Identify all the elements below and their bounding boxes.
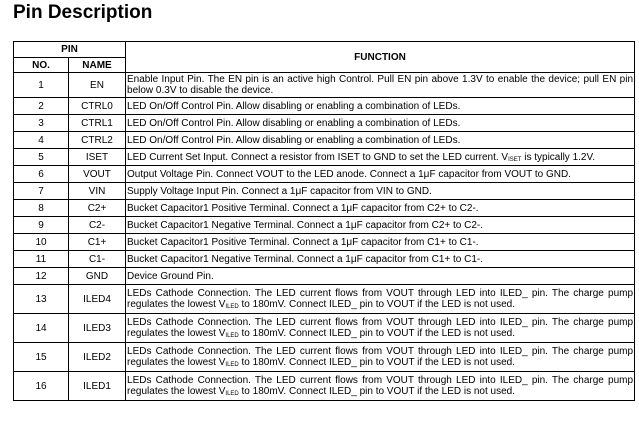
table-row bbox=[14, 217, 635, 234]
function-text: LED Current Set Input. Connect a resistor from ISET to GND to set the LED current. V bbox=[127, 151, 509, 163]
pin-function: LED On/Off Control Pin. Allow disabling or enabling a combination of LEDs. bbox=[126, 98, 635, 115]
function-text: LEDs Cathode Connection. The LED current flows from VOUT through LED into ILED_ pin. The charge pump regulates the lowest V bbox=[127, 375, 634, 397]
table-row bbox=[14, 268, 635, 285]
pin-function bbox=[126, 343, 635, 372]
pin-function: Device Ground Pin. bbox=[126, 268, 635, 285]
pin-name: ISET bbox=[69, 149, 126, 166]
function-text: LEDs Cathode Connection. The LED current flows from VOUT through LED into ILED_ pin. The charge pump regulates the lowest V bbox=[127, 317, 634, 339]
pin-name: VIN bbox=[69, 183, 126, 200]
pin-function bbox=[126, 149, 635, 166]
pin-name: CTRL1 bbox=[69, 115, 126, 132]
pin-name: GND bbox=[69, 268, 126, 285]
pin-function bbox=[126, 372, 635, 401]
pin-name: EN bbox=[69, 73, 126, 98]
table-row bbox=[14, 98, 635, 115]
pin-number: 4 bbox=[14, 132, 69, 149]
pin-description-table bbox=[13, 41, 635, 401]
header-pin: PIN bbox=[14, 42, 126, 58]
function-text: to 180mV. Connect ILED_ pin to VOUT if the LED is not used. bbox=[238, 299, 516, 310]
function-subscript: ISET bbox=[508, 156, 522, 163]
function-text: is typically 1.2V. bbox=[521, 151, 596, 163]
pin-name: ILED2 bbox=[69, 343, 126, 372]
pin-function bbox=[126, 285, 635, 314]
pin-number: 15 bbox=[14, 343, 69, 372]
pin-name: C2- bbox=[69, 217, 126, 234]
pin-number: 16 bbox=[14, 372, 69, 401]
page-title: Pin Description bbox=[13, 2, 153, 23]
function-text: to 180mV. Connect ILED_ pin to VOUT if the LED is not used. bbox=[238, 328, 516, 339]
table-row bbox=[14, 149, 635, 166]
table-row bbox=[14, 115, 635, 132]
table-row bbox=[14, 200, 635, 217]
function-text: to 180mV. Connect ILED_ pin to VOUT if the LED is not used. bbox=[238, 386, 516, 397]
pin-name: ILED3 bbox=[69, 314, 126, 343]
function-text: LEDs Cathode Connection. The LED current flows from VOUT through LED into ILED_ pin. The charge pump regulates the lowest V bbox=[127, 346, 634, 368]
header-name: NAME bbox=[69, 58, 126, 73]
header-no: NO. bbox=[14, 58, 69, 73]
pin-number: 12 bbox=[14, 268, 69, 285]
pin-number: 3 bbox=[14, 115, 69, 132]
pin-function: Supply Voltage Input Pin. Connect a 1μF capacitor from VIN to GND. bbox=[126, 183, 635, 200]
pin-name: CTRL0 bbox=[69, 98, 126, 115]
table-row bbox=[14, 73, 635, 98]
function-text: LEDs Cathode Connection. The LED current flows from VOUT through LED into ILED_ pin. The charge pump regulates the lowest V bbox=[127, 288, 634, 310]
table-row bbox=[14, 285, 635, 314]
pin-number: 6 bbox=[14, 166, 69, 183]
function-subscript: ILED bbox=[225, 333, 239, 339]
pin-name: CTRL2 bbox=[69, 132, 126, 149]
function-text: to 180mV. Connect ILED_ pin to VOUT if the LED is not used. bbox=[238, 357, 516, 368]
pin-name: C2+ bbox=[69, 200, 126, 217]
function-subscript: ILED bbox=[225, 362, 239, 368]
table-row bbox=[14, 251, 635, 268]
pin-function: Enable Input Pin. The EN pin is an active high Control. Pull EN pin above 1.3V to enable the device; pull EN pin below 0.3V to disable the device. bbox=[127, 74, 634, 96]
pin-number: 14 bbox=[14, 314, 69, 343]
function-subscript: ILED bbox=[225, 391, 239, 397]
pin-number: 7 bbox=[14, 183, 69, 200]
pin-function bbox=[126, 314, 635, 343]
table-row bbox=[14, 132, 635, 149]
pin-number: 2 bbox=[14, 98, 69, 115]
table-row bbox=[14, 372, 635, 401]
table-row bbox=[14, 314, 635, 343]
pin-number: 11 bbox=[14, 251, 69, 268]
pin-function: Bucket Capacitor1 Negative Terminal. Connect a 1μF capacitor from C2+ to C2-. bbox=[126, 217, 635, 234]
table-row bbox=[14, 234, 635, 251]
pin-number: 5 bbox=[14, 149, 69, 166]
table-row bbox=[14, 166, 635, 183]
pin-name: VOUT bbox=[69, 166, 126, 183]
pin-number: 9 bbox=[14, 217, 69, 234]
pin-name: ILED4 bbox=[69, 285, 126, 314]
pin-number: 1 bbox=[14, 73, 69, 98]
pin-number: 10 bbox=[14, 234, 69, 251]
header-function: FUNCTION bbox=[126, 42, 635, 73]
pin-name: ILED1 bbox=[69, 372, 126, 401]
pin-name: C1+ bbox=[69, 234, 126, 251]
pin-number: 13 bbox=[14, 285, 69, 314]
table-row bbox=[14, 183, 635, 200]
pin-function: LED On/Off Control Pin. Allow disabling or enabling a combination of LEDs. bbox=[126, 115, 635, 132]
pin-number: 8 bbox=[14, 200, 69, 217]
function-subscript: ILED bbox=[225, 304, 239, 310]
table-row bbox=[14, 343, 635, 372]
pin-function: LED On/Off Control Pin. Allow disabling or enabling a combination of LEDs. bbox=[126, 132, 635, 149]
pin-function: Bucket Capacitor1 Positive Terminal. Connect a 1μF capacitor from C1+ to C1-. bbox=[126, 234, 635, 251]
pin-function: Bucket Capacitor1 Negative Terminal. Connect a 1μF capacitor from C1+ to C1-. bbox=[126, 251, 635, 268]
pin-name: C1- bbox=[69, 251, 126, 268]
pin-function: Output Voltage Pin. Connect VOUT to the LED anode. Connect a 1μF capacitor from VOUT to GND. bbox=[126, 166, 635, 183]
pin-function: Bucket Capacitor1 Positive Terminal. Connect a 1μF capacitor from C2+ to C2-. bbox=[126, 200, 635, 217]
